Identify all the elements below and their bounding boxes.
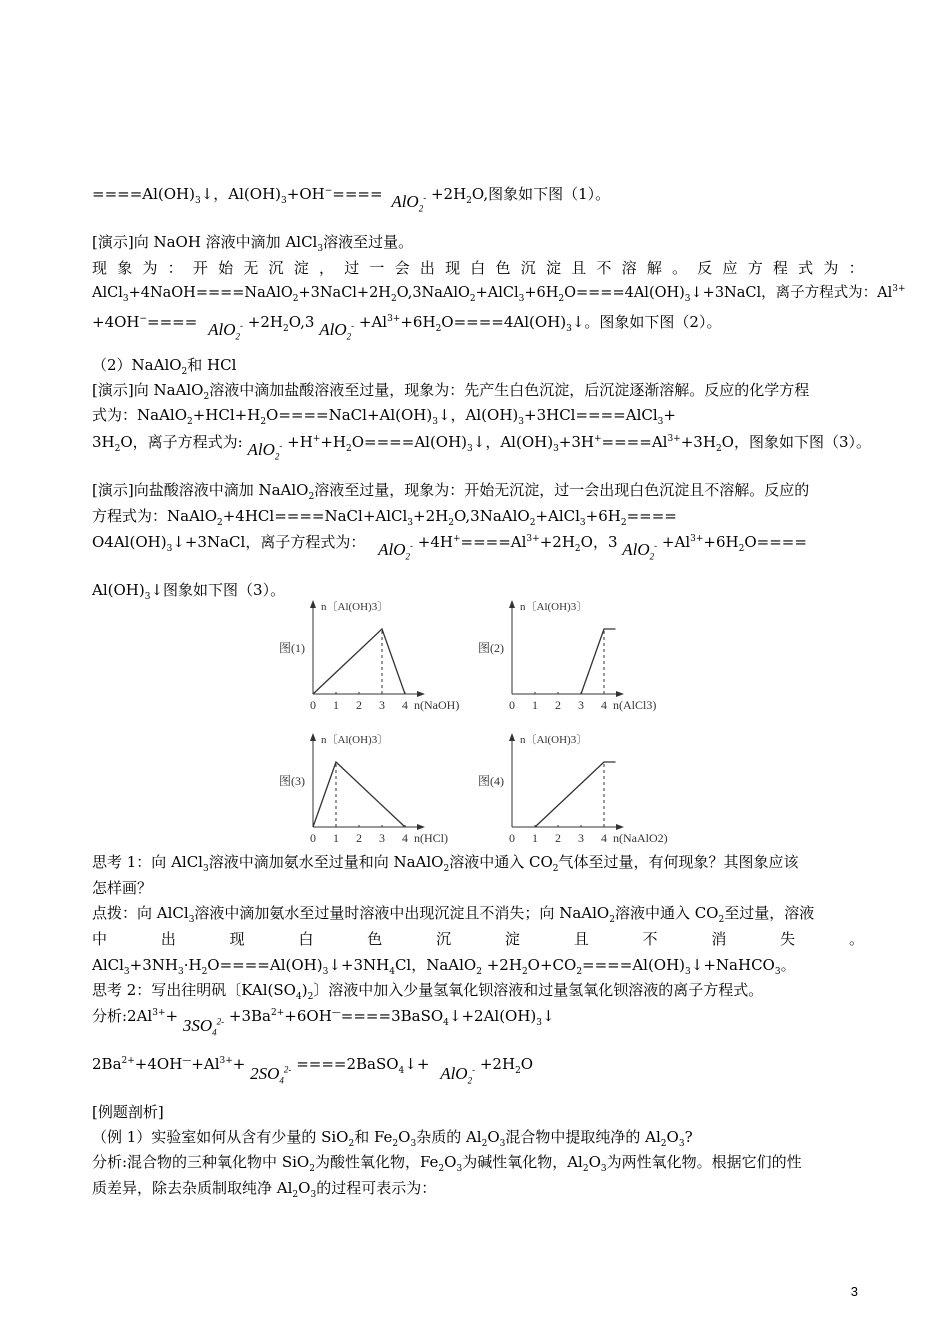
x-axis-label: n(NaAlO2) <box>613 831 668 845</box>
x-tick-label: 1 <box>532 698 538 712</box>
x-axis-arrow <box>616 824 624 830</box>
subscript: 3 <box>317 244 324 254</box>
series-line <box>535 762 616 827</box>
text: ↓，Al(OH) <box>200 185 282 203</box>
char: 一 <box>369 259 385 277</box>
y-axis-arrow <box>310 600 316 608</box>
text-line-25: 质差异，除去杂质制取纯净 $Al_2O_3$的过程可表示为： <box>92 1179 437 1200</box>
word: 白 <box>298 930 314 948</box>
char: 反 <box>697 259 713 277</box>
x-tick-label: 4 <box>601 831 607 845</box>
reaction-graphs-figure <box>0 595 950 855</box>
x-tick-label: 3 <box>379 831 385 845</box>
text-line-9: $3H_2O$，离子方程式为: $AlO_2^- +H^++H_2O====Al(OH)_3↓$，$Al(OH)_3+3H^+====Al^{3+}+3H_2O$，图象如下图（3）。 <box>92 433 872 462</box>
text-line-4: $AlCl_3+4NaOH====NaAlO_2+3NaCl+2H_2O,3NaAlO_2+AlCl_3+6H_2O====4Al(OH)_3↓+3NaCl$，离子方程式为：$Al^{3+}$ <box>92 284 906 304</box>
char: 沉 <box>520 259 536 277</box>
char: 出 <box>419 259 435 277</box>
text-line-2 <box>92 232 413 252</box>
text-line-5: $+4OH^-==== AlO_2^- +2H_2O,3$ $AlO_2^- +Al^{3+}+6H_2O====4Al(OH)_3↓$。图象如下图（2）。 <box>92 313 722 342</box>
y-axis-label: n〔Al(OH)3〕 <box>520 734 588 746</box>
superscript: − <box>324 186 333 196</box>
chart-title: 图(4) <box>478 774 504 788</box>
x-tick-label: 1 <box>532 831 538 845</box>
series-line <box>313 629 405 694</box>
text-line-1 <box>92 184 611 214</box>
word: 且 <box>573 930 589 948</box>
x-tick-label: 2 <box>356 698 362 712</box>
x-tick-label: 0 <box>310 831 316 845</box>
word: 沉 <box>436 930 452 948</box>
char: 沉 <box>268 259 284 277</box>
text-line-11: 方程式为：$NaAlO_2+4HCl====NaCl+AlCl_3+2H_2O,3NaAlO_2+AlCl_3+6H_2====$ <box>92 507 677 528</box>
char: ： <box>167 259 183 277</box>
sulfate-formula: $2SO_4^{2-}$ <box>250 1064 292 1086</box>
chart-title: 图(2) <box>478 641 504 655</box>
series-line <box>581 629 616 694</box>
aluminate-formula: AlO$_2$- <box>440 1064 476 1086</box>
x-axis-arrow <box>616 691 624 697</box>
char: 过 <box>344 259 360 277</box>
text-line-22: [例题剖析] <box>92 1103 164 1121</box>
word: 色 <box>367 930 383 948</box>
y-axis-arrow <box>509 600 515 608</box>
char: 会 <box>394 259 410 277</box>
text: +OH <box>286 185 325 203</box>
x-tick-label: 2 <box>356 831 362 845</box>
y-axis-arrow <box>509 733 515 741</box>
x-tick-label: 2 <box>555 831 561 845</box>
x-tick-label: 1 <box>333 831 339 845</box>
word: 。 <box>848 930 864 948</box>
char: 白 <box>470 259 486 277</box>
text-line-7: [演示]向 NaAlO$_2$溶液中滴加盐酸溶液至过量，现象为：先产生白色沉淀，后沉淀逐渐溶解。反应的化学方程 <box>92 381 810 402</box>
word: 出 <box>160 930 176 948</box>
text-line-20: 分析$:2Al^{3+}+ 3SO_4^{2-}$ $+3Ba^{2+}+6OH^—====3BaSO_4↓+2Al(OH)_3↓$ <box>92 1007 555 1038</box>
text-line-16: 点拨：向 AlCl$_3$溶液中滴加氨水至过量时溶液中出现沉淀且不消失；向 NaAlO$_2$溶液中通入 $CO_2$至过量，溶液 <box>92 904 815 925</box>
char: 解 <box>646 259 662 277</box>
char: 且 <box>571 259 587 277</box>
aluminate-formula: AlO$_2$- <box>391 192 427 214</box>
word: 中 <box>92 930 108 948</box>
char: 为 <box>142 259 158 277</box>
text-line-21: $2Ba^{2+}+4OH^—+Al^{3+}+ 2SO_4^{2-}$ ====2BaSO$_4$↓+ $AlO_2^- +2H_2O$ <box>92 1055 534 1086</box>
char: 无 <box>243 259 259 277</box>
text: [演示]向 NaOH 溶液中滴加 AlCl <box>92 233 318 251</box>
aluminate-formula: AlO$_2$- <box>208 320 243 342</box>
text-line-18: $AlCl_3+3NH_3\cdot H_2O====Al(OH)_3↓+3NH_4Cl$，NaAlO$_2$ $+2H_2O+CO_2====Al(OH)_3↓+NaHCO_3$。 <box>92 956 796 977</box>
aluminate-formula: AlO$_2$- <box>319 320 355 342</box>
subscript: 3 <box>195 196 201 206</box>
subscript: 3 <box>281 196 287 206</box>
chart-title: 图(3) <box>279 774 305 788</box>
aluminate-formula: AlO$_2$- <box>622 540 658 562</box>
x-tick-label: 2 <box>555 698 561 712</box>
x-axis-label: n(AlCl3) <box>613 698 657 712</box>
char: 方 <box>747 259 763 277</box>
x-axis-arrow <box>417 824 425 830</box>
char: 开 <box>192 259 208 277</box>
char: 淀 <box>545 259 561 277</box>
x-tick-label: 0 <box>310 698 316 712</box>
text-line-19: 思考 2：写出往明矾〔$KAl(SO_4)_2$〕溶液中加入少量氢氧化钡溶液和过量氢氧化钡溶液的离子方程式。 <box>92 981 764 1002</box>
text-line-15: 怎样画？ <box>92 879 153 897</box>
text-line-23: （例 1）实验室如何从含有少量的 SiO$_2$和 $Fe_2O_3$杂质的 $Al_2O_3$混合物中提取纯净的 $Al_2O_3$? <box>92 1128 693 1149</box>
text-line-14: 思考 1：向 AlCl$_3$溶液中滴加氨水至过量和向 NaAlO$_2$溶液中通入 $CO_2$气体至过量，有何现象？其图象应该 <box>92 853 799 874</box>
text-line-13: $Al(OH)_3↓$图象如下图（3）。 <box>92 581 286 602</box>
x-tick-label: 4 <box>402 831 408 845</box>
x-tick-label: 3 <box>578 698 584 712</box>
char: 始 <box>218 259 234 277</box>
text-line-17 <box>92 929 864 949</box>
text-line-6: （2）NaAlO$_2$和 HCl <box>92 356 237 377</box>
char: 溶 <box>621 259 637 277</box>
chart-title: 图(1) <box>279 641 305 655</box>
char: 象 <box>117 259 133 277</box>
text-line-12: $O4Al(OH)_3↓+3NaCl$，离子方程式为： $AlO_2^- +4H^+====Al^{3+}+2H_2O$，3 $AlO_2^- +Al^{3+}+6H_2O====$ <box>92 533 807 562</box>
y-axis-label: n〔Al(OH)3〕 <box>321 601 389 613</box>
text: +2H <box>426 185 467 203</box>
subscript: 2 <box>466 196 472 206</box>
word: 淀 <box>504 930 520 948</box>
char: 色 <box>495 259 511 277</box>
text-line-3 <box>92 258 864 278</box>
x-tick-label: 4 <box>601 698 607 712</box>
x-tick-label: 3 <box>379 698 385 712</box>
text-line-8: 式为：$NaAlO_2+HCl+H_2O====NaCl+Al(OH)_3↓$，$Al(OH)_3+3HCl====AlCl_3+$ <box>92 406 676 427</box>
x-axis-label: n(HCl) <box>414 831 448 845</box>
char: ， <box>318 259 334 277</box>
sulfate-formula: $3SO_4^{2-}$ <box>182 1016 225 1038</box>
text: ==== <box>332 185 383 203</box>
word: 不 <box>642 930 658 948</box>
x-tick-label: 0 <box>509 831 515 845</box>
y-axis-label: n〔Al(OH)3〕 <box>321 734 389 746</box>
char: ： <box>848 259 864 277</box>
x-tick-label: 1 <box>333 698 339 712</box>
word: 现 <box>229 930 245 948</box>
x-axis-label: n(NaOH) <box>414 698 460 712</box>
word: 失 <box>780 930 796 948</box>
char: 现 <box>445 259 461 277</box>
x-tick-label: 3 <box>578 831 584 845</box>
char: 应 <box>722 259 738 277</box>
char: 程 <box>772 259 788 277</box>
x-tick-label: 4 <box>402 698 408 712</box>
y-axis-label: n〔Al(OH)3〕 <box>520 601 588 613</box>
aluminate-formula: AlO$_2$- <box>378 540 413 562</box>
x-axis-arrow <box>417 691 425 697</box>
text: ====Al(OH) <box>92 185 195 203</box>
aluminate-formula: AlO$_2$- <box>247 440 283 462</box>
char: 现 <box>92 259 108 277</box>
text-line-10: [演示]向盐酸溶液中滴加 NaAlO$_2$溶液至过量，现象为：开始无沉淀，过一会出现白色沉淀且不溶解。反应的 <box>92 481 810 502</box>
series-line <box>313 762 405 827</box>
char: 淀 <box>293 259 309 277</box>
text: 溶液至过量。 <box>323 233 414 251</box>
x-tick-label: 0 <box>509 698 515 712</box>
word: 消 <box>711 930 727 948</box>
char: 为 <box>823 259 839 277</box>
char: 。 <box>672 259 688 277</box>
text: O,图象如下图（1）。 <box>471 185 611 203</box>
page-number: 3 <box>850 1284 858 1299</box>
char: 不 <box>596 259 612 277</box>
char: 式 <box>798 259 814 277</box>
text-line-24: 分析:混合物的三种氧化物中 SiO$_2$为酸性氧化物，$Fe_2O_3$为碱性氧化物，$Al_2O_3$为两性氧化物。根据它们的性 <box>92 1153 802 1174</box>
y-axis-arrow <box>310 733 316 741</box>
